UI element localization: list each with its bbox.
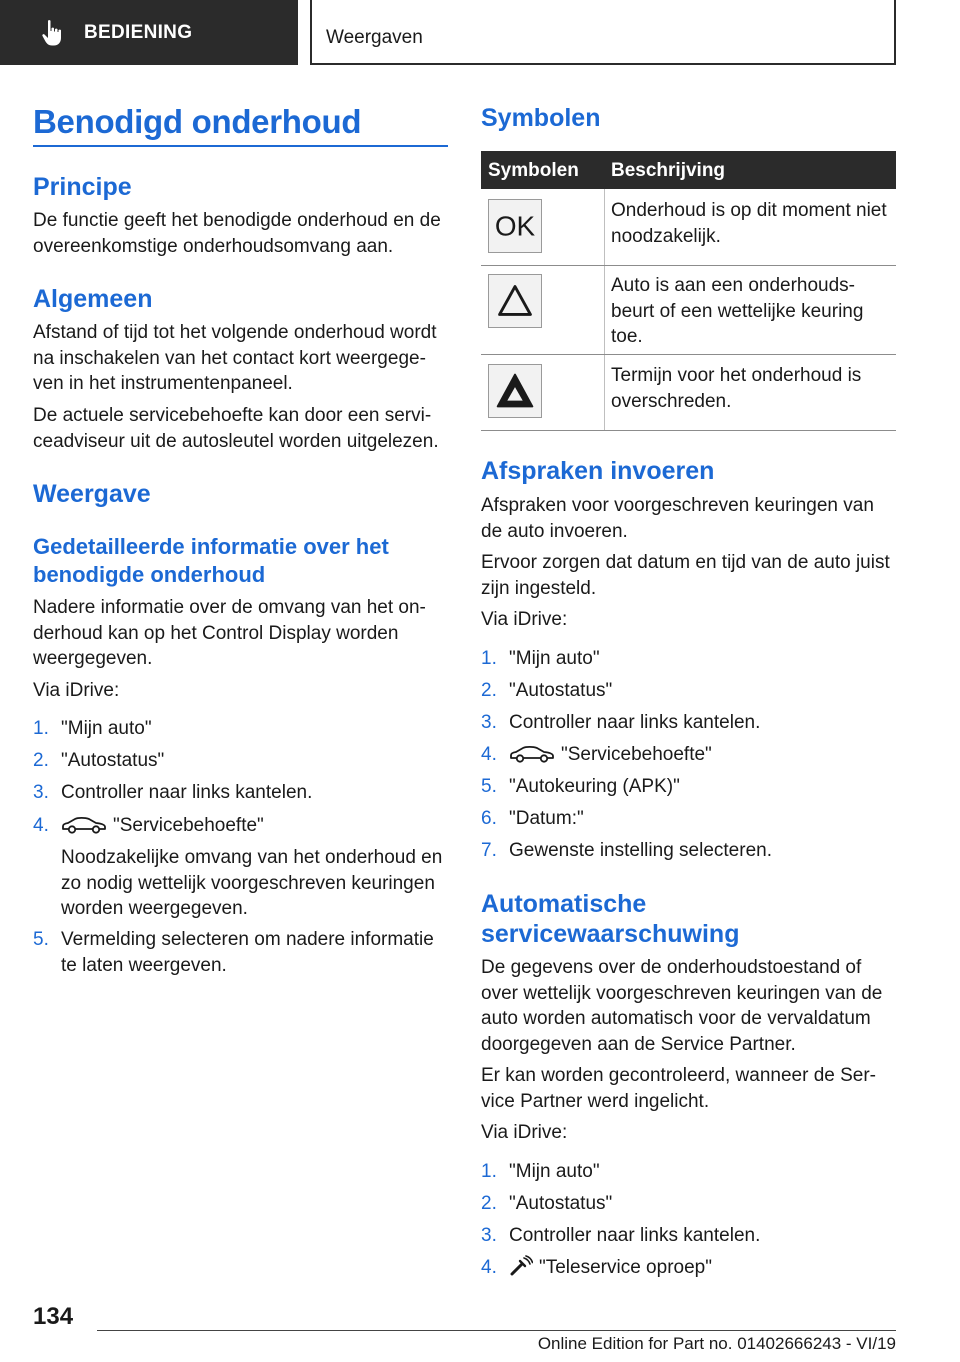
page-title: Benodigd onderhoud (33, 103, 362, 140)
weergave-text: Nadere informatie over de omvang van het on-derhoud kan op het Control Display worden weergegeven. (33, 597, 426, 669)
footer-rule (97, 1330, 896, 1331)
car-icon (61, 816, 107, 834)
teleservice-icon (509, 1255, 533, 1277)
warning-triangle-filled-icon (488, 364, 542, 418)
heading-principe: Principe (33, 173, 132, 201)
hand-pointer-icon (40, 19, 66, 47)
page-number: 134 (33, 1303, 74, 1330)
heading-gedetailleerde: Gedetailleerde informatie over het benodigde onderhoud (33, 534, 389, 587)
via-idrive-label: Via iDrive: (33, 680, 120, 701)
title-rule (33, 145, 448, 147)
table-row-rule (481, 430, 896, 431)
via-idrive-label: Via iDrive: (481, 1122, 568, 1143)
heading-symbolen: Symbolen (481, 104, 601, 132)
automatische-text-2: Er kan worden gecontroleerd, wanneer de Ser-vice Partner werd ingelicht. (481, 1065, 877, 1112)
heading-afspraken: Afspraken invoeren (481, 457, 715, 485)
algemeen-text-2: De actuele servicebehoefte kan door een servi-ceadviseur uit de autosleutel worden uitgelezen. (33, 405, 439, 452)
col-beschrijving: Beschrijving (611, 160, 726, 181)
symbol-desc-1: Onderhoud is op dit moment niet noodzakelijk. (611, 200, 887, 247)
warning-triangle-outline-icon (488, 274, 542, 328)
car-icon (509, 745, 555, 763)
algemeen-text-1: Afstand of tijd tot het volgende onderhoud wordt na inschakelen van het contact kort weergege-ven in het instrumentenpaneel. (33, 322, 437, 394)
heading-weergave: Weergave (33, 480, 151, 508)
afspraken-text-1: Afspraken voor voorgeschreven keuringen van de auto invoeren. (481, 495, 874, 542)
heading-algemeen: Algemeen (33, 285, 153, 313)
table-row-rule (481, 354, 896, 355)
col-symbolen: Symbolen (488, 160, 579, 181)
svg-text:OK: OK (494, 210, 536, 242)
via-idrive-label: Via iDrive: (481, 609, 568, 630)
section-tab (0, 0, 298, 65)
symbol-desc-2: Auto is aan een onderhouds-beurt of een wettelijke keuring toe. (611, 275, 864, 347)
table-header (481, 151, 896, 189)
heading-automatische: Automatische servicewaarschuwing (481, 890, 740, 948)
principe-text: De functie geeft het benodigde onderhoud en de overeenkomstige onderhoudsomvang aan. (33, 210, 441, 257)
symbol-desc-3: Termijn voor het onderhoud is overschreden. (611, 365, 862, 412)
footer-edition: Online Edition for Part no. 01402666243 - VI/19 (537, 1334, 896, 1353)
automatische-text-1: De gegevens over de onderhoudstoestand of over wettelijk voorgeschreven keuringen van de auto worden automatisch voor de vervaldatum doorgegeven aan de Service Partner. (481, 957, 883, 1055)
ok-icon (488, 199, 542, 253)
chapter-title: Weergaven (310, 0, 896, 65)
afspraken-text-2: Ervoor zorgen dat datum en tijd van de auto juist zijn ingesteld. (481, 552, 890, 599)
table-row-rule (481, 265, 896, 266)
section-title: BEDIENING (84, 21, 193, 43)
table-divider (604, 189, 605, 430)
